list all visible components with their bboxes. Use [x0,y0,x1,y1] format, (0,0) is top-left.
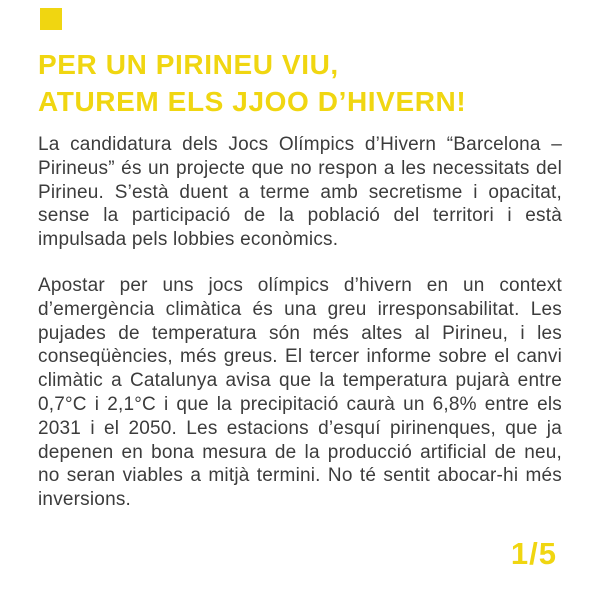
page-title [38,46,578,120]
yellow-square-mark [40,8,62,30]
page-indicator: 1/5 [510,536,557,571]
paragraph-clima: Apostar per uns jocs olímpics d’hivern en un context d’emergència climàtica és una greu irresponsabilitat. Les pujades de temperatura són més altes al Pirineu, i les conseqüències, més greus. El tercer informe sobre el canvi climàtic a Catalunya avisa que la temperatura pujarà entre 0,7°C i 2,1°C i que la precipitació caurà un 6,8% entre els 2031 i el 2050. Les estacions d’esquí pirinenques, que ja depenen en bona mesura de la producció artificial de neu, no seran viables a mitjà termini. No té sentit abocar-hi més inversions. [38,274,562,511]
paragraph-candidatura: La candidatura dels Jocs Olímpics d’Hivern “Barcelona – Pirineus” és un projecte que no respon a les necessitats del Pirineu. S’està duent a terme amb secretisme i opacitat, sense la participació de la població del territori i està impulsada pels lobbies econòmics. [38,134,562,251]
body-text [38,133,562,512]
page-title-line-1: PER UN PIRINEU VIU, [38,49,339,80]
page-title-line-2: ATUREM ELS JJOO D’HIVERN! [38,86,467,117]
